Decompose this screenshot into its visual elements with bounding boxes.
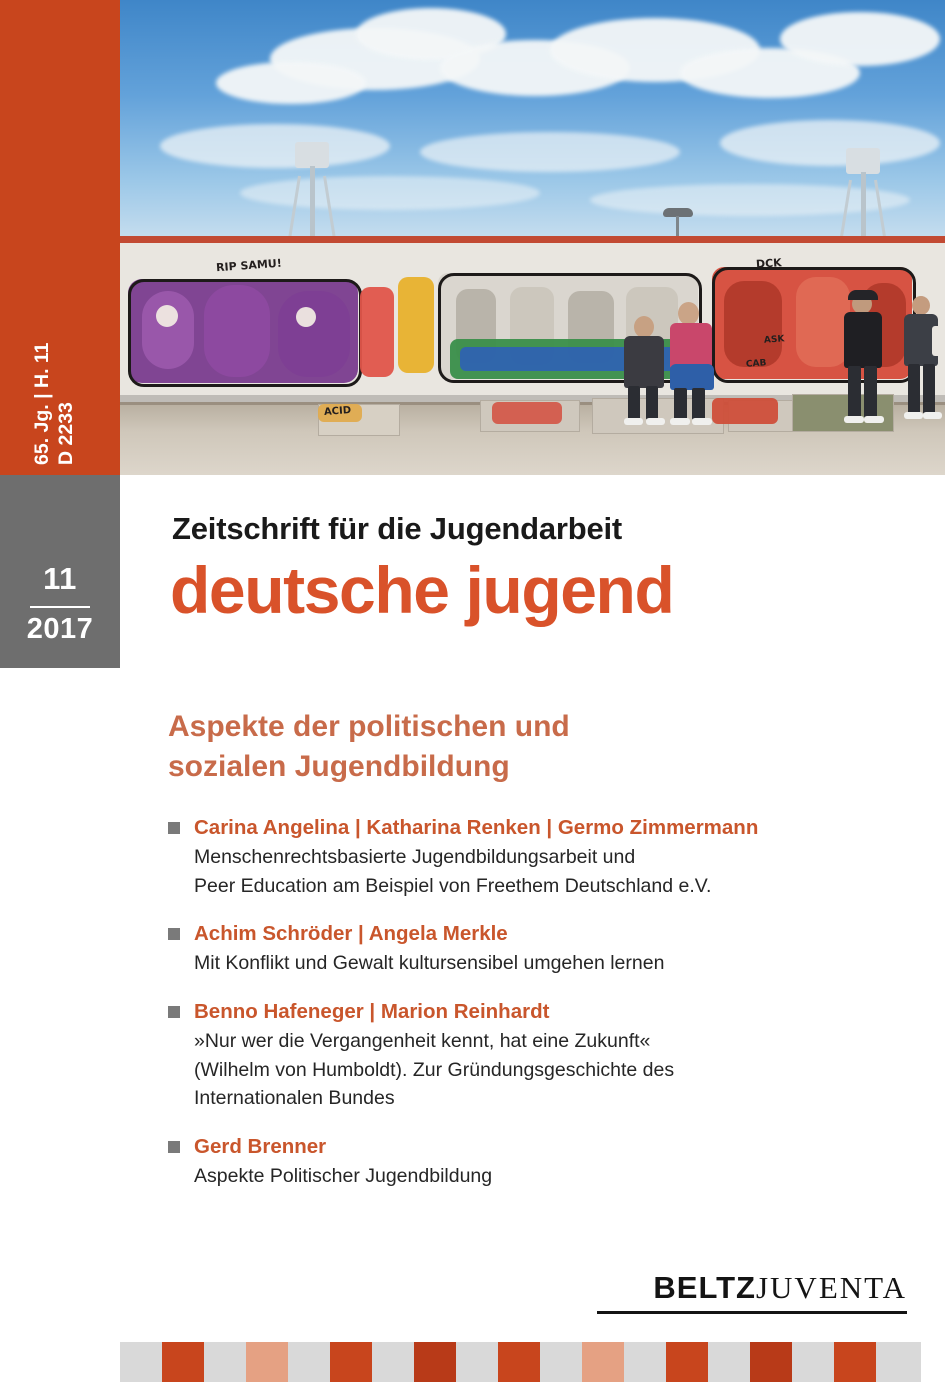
graffiti-text: ACID	[323, 405, 352, 418]
person-cap	[848, 290, 878, 300]
person-shoe	[904, 412, 923, 419]
cover-theme	[168, 707, 868, 787]
bullet-icon	[168, 1006, 180, 1018]
cover-photo	[120, 0, 945, 475]
color-swatch	[372, 1342, 414, 1382]
cover-theme-line2: sozialen Jugendbildung	[168, 749, 510, 783]
color-swatch	[624, 1342, 666, 1382]
shopping-bag	[932, 326, 945, 356]
floodlight-mast	[861, 172, 866, 238]
cloud	[240, 176, 540, 210]
toc-entry	[168, 815, 908, 899]
person-torso	[624, 336, 664, 388]
toc-title-line: (Wilhelm von Humboldt). Zur Gründungsgeschichte des	[194, 1058, 675, 1081]
graffiti-text: DCK	[755, 256, 783, 271]
masthead-title: deutsche jugend	[170, 553, 674, 627]
color-swatch	[204, 1342, 246, 1382]
person-seated-right	[666, 302, 726, 428]
color-swatch	[288, 1342, 330, 1382]
table-of-contents	[168, 815, 908, 1212]
cover-kicker: Zeitschrift für die Jugendarbeit	[172, 511, 623, 546]
person-head	[634, 316, 654, 338]
color-swatch	[120, 1342, 162, 1382]
publisher-name	[597, 1270, 907, 1306]
graffiti-text: ASK	[763, 334, 785, 346]
person-shoe	[646, 418, 665, 425]
publisher-logo	[597, 1270, 907, 1314]
graffiti-outline	[128, 279, 362, 387]
person-leg	[628, 386, 640, 420]
person-lap	[670, 364, 714, 390]
floodlight-head	[846, 148, 880, 174]
cloud	[160, 124, 390, 168]
person-shoe	[670, 418, 690, 425]
footer-color-bar	[120, 1342, 945, 1382]
graffiti-piece	[360, 287, 394, 377]
person-leg	[674, 388, 687, 420]
spine-rotated-text-wrap	[0, 0, 120, 475]
footer-left-white	[0, 1342, 120, 1382]
publisher-juventa: JUVENTA	[755, 1270, 907, 1305]
spine-volume-line1: 65. Jg. | H. 11	[31, 342, 53, 465]
color-swatch	[834, 1342, 876, 1382]
toc-authors: Achim Schröder | Angela Merkle	[194, 922, 508, 946]
person-shoe	[864, 416, 884, 423]
person-head	[678, 302, 699, 325]
floodlight-head	[295, 142, 329, 168]
cloud	[720, 120, 940, 166]
spine-volume-text	[30, 25, 79, 465]
issue-year: 2017	[26, 613, 94, 645]
toc-authors: Carina Angelina | Katharina Renken | Germo Zimmermann	[194, 816, 759, 839]
publisher-beltz: BELTZ	[653, 1270, 756, 1305]
spine-gray-block	[0, 475, 120, 668]
publisher-rule	[597, 1311, 907, 1314]
person-torso	[844, 312, 882, 368]
graffiti-text: CAB	[745, 358, 767, 370]
color-swatch	[876, 1342, 921, 1382]
toc-authors: Benno Hafeneger | Marion Reinhardt	[194, 1000, 550, 1023]
person-shoe	[923, 412, 942, 419]
spine-orange-block	[0, 0, 120, 475]
toc-entry	[168, 921, 908, 977]
color-swatch	[162, 1342, 204, 1382]
toc-entry	[168, 999, 908, 1112]
person-leg	[848, 366, 861, 418]
graffiti-text: RIP SAMU!	[215, 256, 283, 275]
person-head	[912, 296, 930, 315]
floodlight-mast	[310, 166, 315, 238]
color-swatch	[456, 1342, 498, 1382]
cloud	[420, 132, 680, 172]
person-leg	[908, 364, 920, 414]
cover-text-area	[120, 475, 945, 1382]
bullet-icon	[168, 822, 180, 834]
color-swatch	[540, 1342, 582, 1382]
color-swatch	[246, 1342, 288, 1382]
toc-title-line: Mit Konflikt und Gewalt kultursensibel umgehen lernen	[194, 952, 665, 975]
toc-title-line: Peer Education am Beispiel von Freethem Deutschland e.V.	[194, 874, 712, 897]
person-leg	[864, 366, 877, 418]
color-swatch	[414, 1342, 456, 1382]
color-swatch	[498, 1342, 540, 1382]
cover-theme-line1: Aspekte der politischen und	[168, 710, 570, 743]
toc-title-line: Aspekte Politischer Jugendbildung	[194, 1165, 493, 1187]
color-swatch	[708, 1342, 750, 1382]
issue-number: 11	[43, 561, 77, 596]
person-torso	[670, 323, 712, 369]
person-shoe	[624, 418, 643, 425]
toc-title-line: »Nur wer die Vergangenheit kennt, hat eine Zukunft«	[194, 1029, 651, 1052]
person-standing	[838, 290, 896, 430]
person-leg	[923, 364, 935, 414]
toc-entry	[168, 1134, 908, 1190]
color-swatch	[666, 1342, 708, 1382]
person-leg	[646, 386, 658, 420]
person-shoe	[692, 418, 712, 425]
cloud	[216, 62, 366, 104]
toc-title-line: Internationalen Bundes	[194, 1087, 395, 1110]
graffiti-piece	[398, 277, 434, 373]
cloud	[780, 12, 940, 66]
spine-volume-line2: D 2233	[55, 402, 78, 465]
color-swatch	[792, 1342, 834, 1382]
graffiti-wall	[120, 236, 945, 409]
person-shoe	[844, 416, 864, 423]
color-swatch	[582, 1342, 624, 1382]
graffiti-piece	[492, 402, 562, 424]
issue-divider	[30, 606, 90, 608]
toc-authors: Gerd Brenner	[194, 1135, 327, 1159]
person-far-right	[900, 296, 945, 430]
spine-column	[0, 0, 120, 1382]
color-swatch	[330, 1342, 372, 1382]
toc-title-line: Menschenrechtsbasierte Jugendbildungsarbeit und	[194, 845, 636, 868]
bullet-icon	[168, 928, 180, 940]
color-swatch	[750, 1342, 792, 1382]
person-leg	[692, 388, 705, 420]
bullet-icon	[168, 1141, 180, 1153]
